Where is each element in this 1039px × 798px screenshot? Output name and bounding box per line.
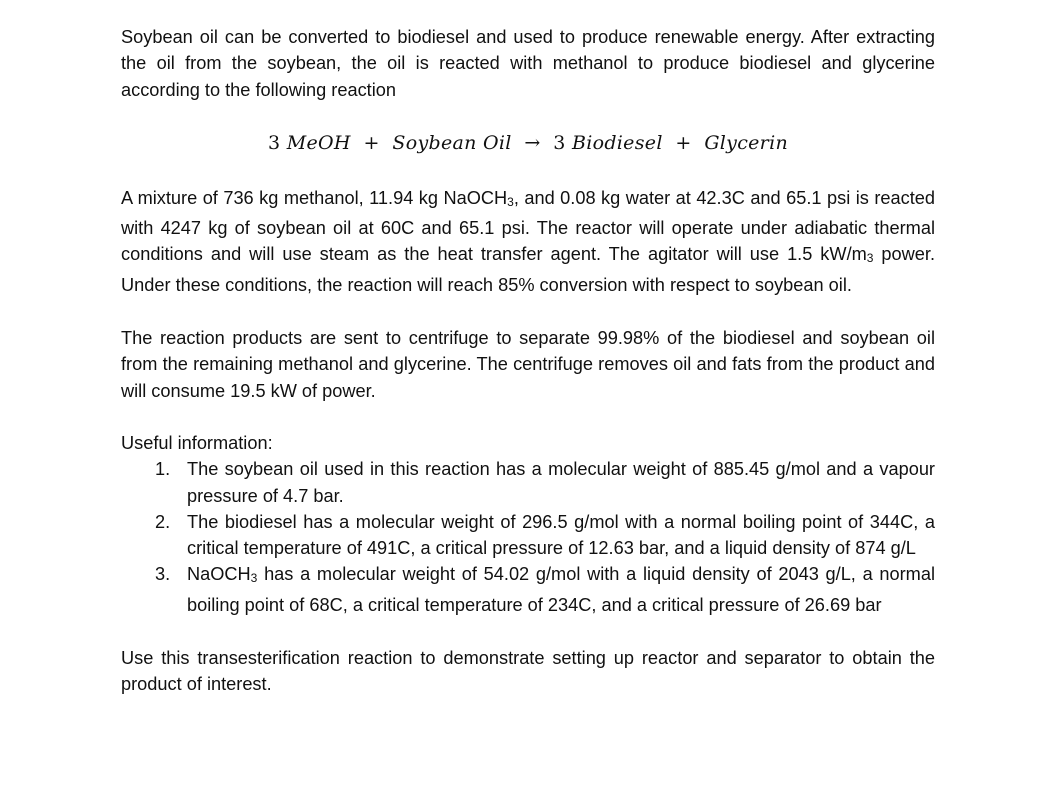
- equation-product-glycerin: Glycerin: [704, 131, 788, 154]
- list-item: [121, 456, 935, 509]
- reaction-equation: [121, 130, 935, 156]
- equation-coefficient-1: 3: [268, 131, 281, 154]
- feed-conditions-paragraph: [121, 185, 935, 298]
- list-item-number: 3.: [155, 564, 171, 585]
- list-item: [121, 509, 935, 562]
- equation-arrow: →: [524, 131, 541, 154]
- feed-subscript-1: 3: [507, 194, 514, 209]
- feed-text-1: A mixture of 736 kg methanol, 11.94 kg NaOCH: [121, 187, 508, 208]
- document-page: [121, 24, 935, 698]
- centrifuge-paragraph: The reaction products are sent to centrifuge to separate 99.98% of the biodiesel and soybean oil from the remaining methanol and glycerine. The centrifuge removes oil and fats from the product and will consume 19.5 kW of power.: [121, 328, 935, 401]
- feed-subscript-2: 3: [866, 251, 874, 266]
- equation-plus-1: +: [363, 131, 380, 154]
- list-item-text: The soybean oil used in this reaction has a molecular weight of 885.45 g/mol and a vapour pressure of 4.7 bar.: [187, 459, 935, 506]
- list-item-number: 2.: [155, 511, 171, 532]
- equation-reactant-soybean-oil: Soybean Oil: [392, 131, 512, 154]
- feed-text-2: , and 0.08 kg water at 42.3C and 65.1 psi is reacted with 4247 kg of soybean oil at 60C and 65.1 psi. The reactor will operate under adiabatic thermal conditions and will use steam as the heat transfer agent. The agitator will use 1.5 kW/m: [121, 187, 935, 265]
- closing-paragraph: Use this transesterification reaction to demonstrate setting up reactor and separator to obtain the product of interest.: [121, 648, 935, 695]
- list-item-prefix: NaOCH: [187, 564, 251, 585]
- list-item-subscript: 3: [250, 571, 258, 586]
- equation-coefficient-2: 3: [553, 131, 566, 154]
- feed-text-3: power. Under these conditions, the reaction will reach 85% conversion with respect to soybean oil.: [121, 244, 936, 295]
- useful-info-list: [121, 456, 935, 618]
- equation-product-biodiesel: Biodiesel: [571, 131, 663, 154]
- intro-paragraph: Soybean oil can be converted to biodiesel and used to produce renewable energy. After extracting the oil from the soybean, the oil is reacted with methanol to produce biodiesel and glycerine according to the following reaction: [121, 27, 935, 100]
- list-item-text: The biodiesel has a molecular weight of 296.5 g/mol with a normal boiling point of 344C, a critical temperature of 491C, a critical pressure of 12.63 bar, and a liquid density of 874 g/L: [187, 511, 935, 559]
- list-item-text: has a molecular weight of 54.02 g/mol with a liquid density of 2043 g/L, a normal boiling point of 68C, a critical temperature of 234C, and a critical pressure of 26.69 bar: [187, 564, 935, 615]
- equation-plus-2: +: [675, 131, 692, 154]
- list-item: [121, 561, 935, 618]
- list-item-number: 1.: [155, 459, 171, 480]
- useful-info-heading: Useful information:: [121, 432, 273, 453]
- equation-reactant-meoh: MeOH: [286, 131, 351, 154]
